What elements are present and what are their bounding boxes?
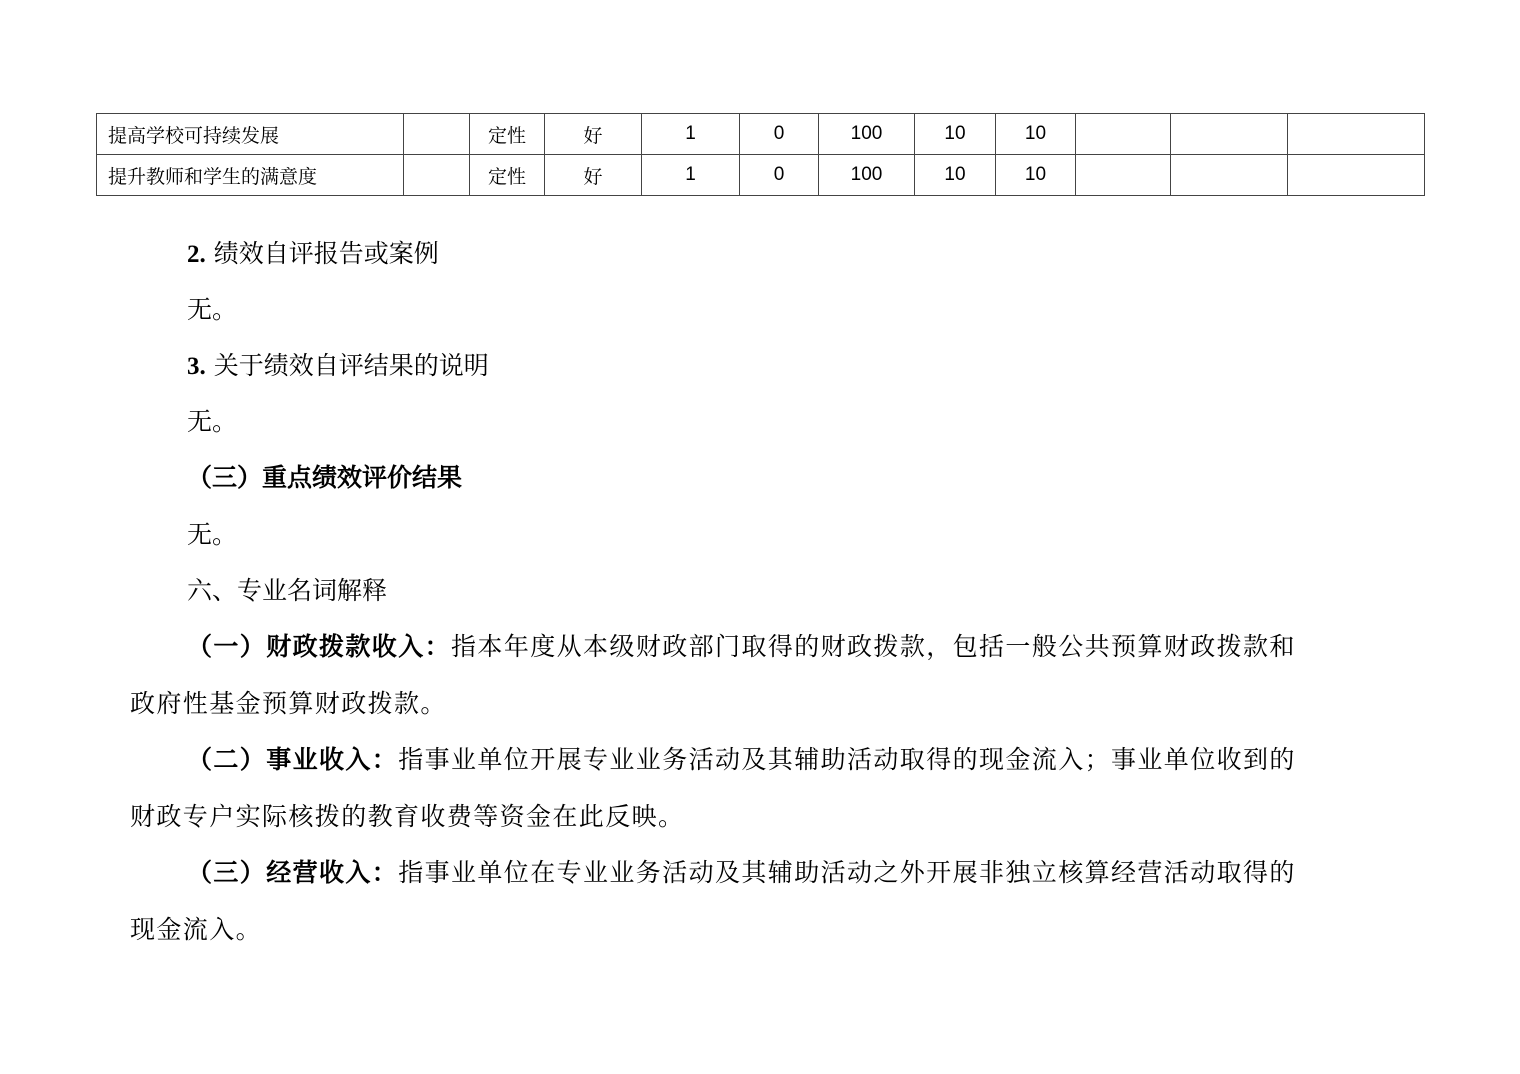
section-body: 无。 — [187, 407, 238, 436]
table-cell: 10 — [915, 114, 996, 155]
definition-text-continued: 财政专户实际核拨的教育收费等资金在此反映。 — [130, 802, 685, 831]
definition-paragraph — [187, 858, 1296, 888]
table-cell: 1 — [642, 114, 740, 155]
indicator-type-cell: 定性 — [470, 114, 545, 155]
table-cell — [1076, 114, 1171, 155]
section-number: 3. — [187, 353, 206, 380]
table-cell — [404, 114, 470, 155]
definition-term: （一）财政拨款收入： — [187, 632, 452, 661]
table-cell — [1171, 114, 1288, 155]
section-body: 无。 — [187, 295, 238, 324]
section-heading-key-evaluation: （三）重点绩效评价结果 — [187, 463, 463, 492]
indicator-value-cell: 好 — [545, 114, 642, 155]
performance-indicator-table — [96, 113, 1425, 196]
table-cell: 0 — [740, 114, 819, 155]
section-heading-self-evaluation-report — [187, 239, 439, 270]
definition-text: 指本年度从本级财政部门取得的财政拨款，包括一般公共预算财政拨款和 — [451, 632, 1296, 661]
definition-term: （三）经营收入： — [187, 858, 399, 887]
section-body: 无。 — [187, 520, 238, 549]
definition-term: （二）事业收入： — [187, 745, 399, 774]
table-cell — [1171, 155, 1288, 196]
table-cell: 1 — [642, 155, 740, 196]
table-row — [97, 155, 1425, 196]
indicator-type-cell: 定性 — [470, 155, 545, 196]
table-cell: 10 — [996, 155, 1076, 196]
section-heading-self-evaluation-notes — [187, 351, 489, 382]
indicator-name-cell: 提高学校可持续发展 — [97, 114, 404, 155]
table-cell: 0 — [740, 155, 819, 196]
section-title: 关于绩效自评结果的说明 — [213, 351, 489, 380]
definition-paragraph — [187, 745, 1296, 775]
chapter-heading-terms: 六、专业名词解释 — [187, 576, 388, 605]
table-cell: 10 — [915, 155, 996, 196]
definition-text-continued: 现金流入。 — [130, 915, 263, 944]
definition-text: 指事业单位在专业业务活动及其辅助活动之外开展非独立核算经营活动取得的 — [398, 858, 1296, 887]
definition-text-continued: 政府性基金预算财政拨款。 — [130, 689, 447, 718]
table-cell: 100 — [819, 155, 915, 196]
table-cell — [1288, 114, 1425, 155]
table-row — [97, 114, 1425, 155]
table-cell — [404, 155, 470, 196]
definition-text: 指事业单位开展专业业务活动及其辅助活动取得的现金流入；事业单位收到的 — [398, 745, 1296, 774]
section-number: 2. — [187, 241, 206, 268]
section-title: 绩效自评报告或案例 — [213, 239, 439, 268]
indicator-value-cell: 好 — [545, 155, 642, 196]
table-cell: 100 — [819, 114, 915, 155]
definition-paragraph — [187, 632, 1296, 662]
table-cell — [1076, 155, 1171, 196]
indicator-name-cell: 提升教师和学生的满意度 — [97, 155, 404, 196]
table-cell: 10 — [996, 114, 1076, 155]
table-cell — [1288, 155, 1425, 196]
